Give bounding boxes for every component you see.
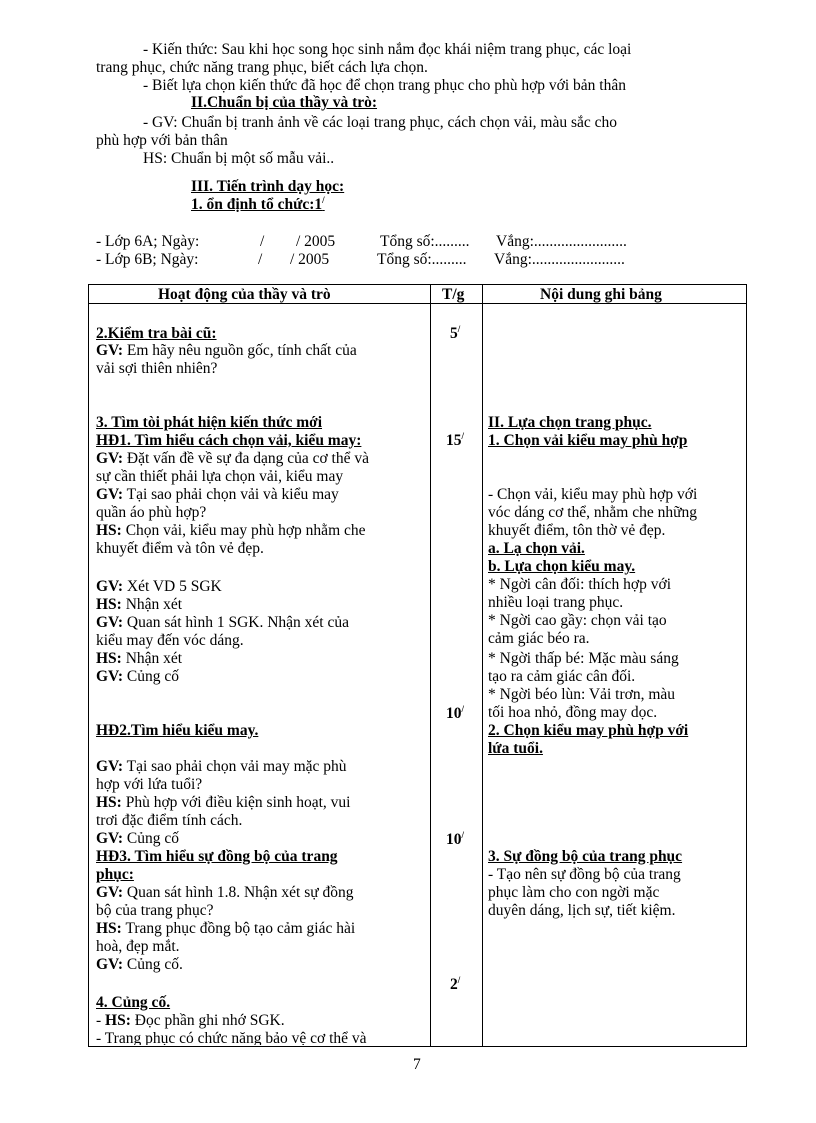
- content-line: tối hoa nhỏ, đồng may dọc.: [488, 704, 658, 721]
- attendance-year: / 2005: [290, 251, 330, 268]
- header-content: Nội dung ghi bảng: [540, 286, 662, 303]
- consolidation-heading: 4. Củng cố.: [96, 994, 171, 1011]
- activity-line: vải sợi thiên nhiên?: [96, 360, 218, 377]
- time-value: 10/: [446, 703, 465, 722]
- attendance-absent: Vắng:........................: [496, 233, 627, 250]
- content-line: * Ngời thấp bé: Mặc màu sáng: [488, 650, 679, 667]
- table-bottom-border: [88, 1046, 747, 1047]
- time-value: 10/: [446, 829, 465, 848]
- activity-line: bộ của trang phục?: [96, 902, 214, 919]
- new-knowledge-heading: 3. Tìm tòi phát hiện kiến thức mới: [96, 414, 323, 431]
- content-line: * Ngời cân đối: thích hợp với: [488, 576, 672, 593]
- intro-line-1: - Kiến thức: Sau khi học song học sinh nắm đọc khái niệm trang phục, các loại: [143, 41, 632, 58]
- hd2-heading: HĐ2.Tìm hiểu kiểu may.: [96, 722, 259, 739]
- section-3-heading: III. Tiến trình dạy học:: [191, 178, 345, 195]
- content-heading: lứa tuổi.: [488, 740, 543, 757]
- activity-line: HS: Nhận xét: [96, 596, 183, 613]
- check-old-lesson-heading: 2.Kiểm tra bài cũ:: [96, 325, 217, 342]
- time-value: 5/: [450, 323, 461, 342]
- activity-line: GV: Củng cố.: [96, 956, 183, 973]
- activity-line: GV: Quan sát hình 1 SGK. Nhận xét của: [96, 614, 349, 631]
- activity-line: GV: Đặt vấn đề về sự đa dạng của cơ thể và: [96, 450, 369, 467]
- activity-line: HS: Chọn vải, kiểu may phù hợp nhằm che: [96, 522, 366, 539]
- activity-line: trơi đặc điểm tính cách.: [96, 812, 243, 829]
- activity-line: quần áo phù hợp?: [96, 504, 207, 521]
- content-heading: 3. Sự đồng bộ của trang phục: [488, 848, 683, 865]
- table-right-border: [746, 284, 747, 1047]
- content-line: tạo ra cảm giác cân đối.: [488, 668, 636, 685]
- activity-line: GV: Củng cố: [96, 830, 179, 847]
- intro-line-2: trang phục, chức năng trang phục, biết cách lựa chọn.: [96, 59, 428, 76]
- content-line: * Ngời béo lùn: Vải trơn, màu: [488, 686, 676, 703]
- activity-line: GV: Em hãy nêu nguồn gốc, tính chất của: [96, 342, 357, 359]
- content-line: nhiều loại trang phục.: [488, 594, 624, 611]
- attendance-date-sep: /: [260, 233, 265, 250]
- content-line: - Tạo nên sự đồng bộ của trang: [488, 866, 681, 883]
- header-time: T/g: [442, 286, 465, 303]
- attendance-class: - Lớp 6A; Ngày:: [96, 233, 200, 250]
- attendance-date-sep: /: [258, 251, 263, 268]
- content-heading: II. Lựa chọn trang phục.: [488, 414, 652, 431]
- activity-line: - HS: Đọc phần ghi nhớ SGK.: [96, 1012, 285, 1029]
- content-line: khuyết điểm, tôn thờ vẻ đẹp.: [488, 522, 666, 539]
- activity-line: - Trang phục có chức năng bảo vệ cơ thể và: [96, 1030, 367, 1045]
- attendance-total: Tổng số:.........: [380, 233, 470, 250]
- time-value: 15/: [446, 430, 465, 449]
- intro-line-3: - Biết lựa chọn kiến thức đã học để chọn trang phục cho phù hợp với bản thân: [143, 77, 626, 94]
- hd3-heading-cont: phục:: [96, 866, 134, 883]
- hs-prep-line: HS: Chuẩn bị một số mẫu vải..: [143, 150, 335, 167]
- table-col-divider-2: [482, 284, 483, 1047]
- table-top-border: [88, 284, 747, 285]
- activity-line: HS: Trang phục đồng bộ tạo cảm giác hài: [96, 920, 356, 937]
- hd1-heading: HĐ1. Tìm hiểu cách chọn vải, kiểu may:: [96, 432, 362, 449]
- activity-line: GV: Tại sao phải chọn vải may mặc phù: [96, 758, 347, 775]
- content-subheading: b. Lựa chọn kiểu may.: [488, 558, 636, 575]
- activity-line: kiểu may đến vóc dáng.: [96, 632, 244, 649]
- table-left-border: [88, 284, 89, 1047]
- content-line: duyên dáng, lịch sự, tiết kiệm.: [488, 902, 676, 919]
- activity-line: HS: Nhận xét: [96, 650, 183, 667]
- content-line: * Ngời cao gầy: chọn vải tạo: [488, 612, 667, 629]
- activity-line: GV: Quan sát hình 1.8. Nhận xét sự đồng: [96, 884, 354, 901]
- content-line: vóc dáng cơ thể, nhằm che những: [488, 504, 697, 521]
- activity-line: GV: Xét VD 5 SGK: [96, 578, 222, 595]
- content-line: phục làm cho con ngời mặc: [488, 884, 660, 901]
- attendance-absent: Vắng:........................: [494, 251, 625, 268]
- content-line: - Chọn vải, kiểu may phù hợp với: [488, 486, 698, 503]
- org-heading: 1. ổn định tổ chức:1/: [191, 194, 325, 213]
- content-line: cảm giác béo ra.: [488, 630, 590, 647]
- content-subheading: a. Lạ chọn vải.: [488, 540, 585, 557]
- table-col-divider-1: [430, 284, 431, 1047]
- activity-line: hợp với lứa tuổi?: [96, 776, 203, 793]
- content-heading: 1. Chọn vải kiểu may phù hợp: [488, 432, 688, 449]
- activity-line: GV: Tại sao phải chọn vải và kiểu may: [96, 486, 339, 503]
- attendance-total: Tổng số:.........: [377, 251, 467, 268]
- gv-prep-line-2: phù hợp với bản thân: [96, 132, 228, 149]
- section-2-heading: II.Chuẩn bị của thầy và trò:: [191, 94, 378, 111]
- attendance-class: - Lớp 6B; Ngày:: [96, 251, 199, 268]
- hd3-heading: HĐ3. Tìm hiểu sự đồng bộ của trang: [96, 848, 338, 865]
- time-value: 2/: [450, 974, 461, 993]
- page-number: 7: [413, 1056, 421, 1073]
- attendance-year: / 2005: [296, 233, 336, 250]
- activity-line: sự cần thiết phải lựa chọn vải, kiểu may: [96, 468, 344, 485]
- gv-prep-line-1: - GV: Chuẩn bị tranh ảnh về các loại trang phục, cách chọn vải, màu sắc cho: [143, 114, 618, 131]
- content-heading: 2. Chọn kiểu may phù hợp với: [488, 722, 689, 739]
- header-activity: Hoạt động của thầy và trò: [158, 286, 331, 303]
- activity-line: hoà, đẹp mắt.: [96, 938, 180, 955]
- activity-line: khuyết điểm và tôn vẻ đẹp.: [96, 540, 264, 557]
- activity-line: HS: Phù hợp với điều kiện sinh hoạt, vui: [96, 794, 351, 811]
- activity-line: GV: Củng cố: [96, 668, 179, 685]
